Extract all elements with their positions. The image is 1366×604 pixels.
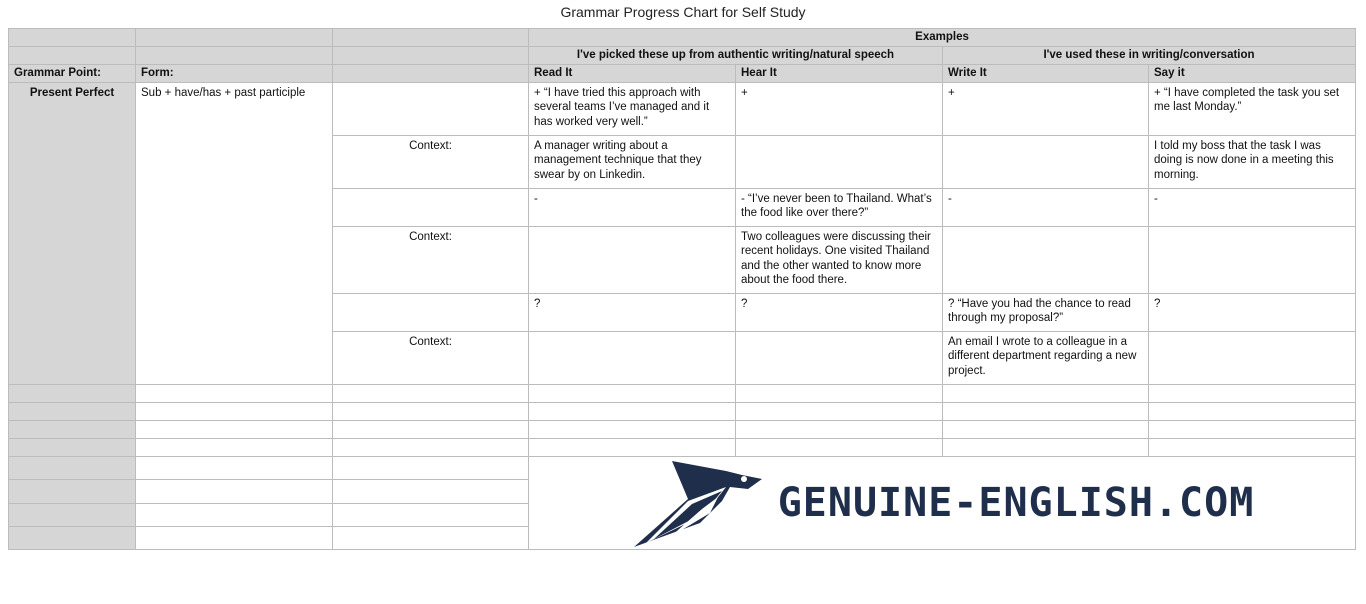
empty-cell[interactable] xyxy=(136,480,333,503)
hear-it-cell[interactable]: Two colleagues were discussing their recent holidays. One visited Thailand and the other wanted to know more about the food there. xyxy=(736,227,943,294)
say-it-cell[interactable] xyxy=(1149,227,1356,294)
spreadsheet xyxy=(8,28,1356,550)
empty-cell[interactable] xyxy=(1149,421,1356,439)
empty-cell[interactable] xyxy=(943,439,1149,457)
empty-row xyxy=(9,403,1356,421)
write-it-cell[interactable]: An email I wrote to a colleague in a different department regarding a new project. xyxy=(943,332,1149,385)
header-examples[interactable]: Examples xyxy=(529,29,1356,47)
hear-it-cell[interactable] xyxy=(736,136,943,189)
grammar-table xyxy=(8,28,1356,550)
header-used[interactable]: I've used these in writing/conversation xyxy=(943,47,1356,65)
context-label-cell[interactable]: Context: xyxy=(333,332,529,385)
form-cell[interactable]: Sub + have/has + past participle xyxy=(136,83,333,385)
paper-plane-bird-icon xyxy=(630,457,764,549)
read-it-cell[interactable]: + “I have tried this approach with several teams I’ve managed and it has worked very well.” xyxy=(529,83,736,136)
say-it-cell[interactable]: + “I have completed the task you set me last Monday.” xyxy=(1149,83,1356,136)
write-it-cell[interactable] xyxy=(943,136,1149,189)
read-it-cell[interactable] xyxy=(529,332,736,385)
header-row-groups xyxy=(9,47,1356,65)
empty-cell[interactable] xyxy=(333,385,529,403)
empty-cell[interactable] xyxy=(136,421,333,439)
empty-cell[interactable] xyxy=(736,403,943,421)
logo-area xyxy=(529,457,1356,550)
table-row xyxy=(9,83,1356,136)
empty-cell[interactable] xyxy=(9,503,136,526)
empty-cell[interactable] xyxy=(943,421,1149,439)
empty-cell[interactable] xyxy=(136,526,333,549)
empty-cell[interactable] xyxy=(333,503,529,526)
empty-cell[interactable] xyxy=(529,403,736,421)
col-header-read-it[interactable]: Read It xyxy=(529,65,736,83)
empty-cell[interactable] xyxy=(136,503,333,526)
col-header-hear-it[interactable]: Hear It xyxy=(736,65,943,83)
header-row-examples xyxy=(9,29,1356,47)
empty-cell[interactable] xyxy=(9,457,136,480)
empty-cell[interactable] xyxy=(529,385,736,403)
write-it-cell[interactable]: + xyxy=(943,83,1149,136)
empty-row xyxy=(9,439,1356,457)
write-it-cell[interactable]: ? “Have you had the chance to read through my proposal?” xyxy=(943,294,1149,332)
empty-cell[interactable] xyxy=(136,439,333,457)
say-it-cell[interactable] xyxy=(1149,332,1356,385)
empty-cell[interactable] xyxy=(136,403,333,421)
empty-cell[interactable] xyxy=(736,439,943,457)
brand-logo-text: GENUINE-ENGLISH.COM xyxy=(777,479,1255,526)
context-label-cell[interactable] xyxy=(333,189,529,227)
hear-it-cell[interactable] xyxy=(736,332,943,385)
context-label-cell[interactable]: Context: xyxy=(333,227,529,294)
empty-cell[interactable] xyxy=(529,439,736,457)
empty-cell[interactable] xyxy=(9,385,136,403)
empty-cell[interactable] xyxy=(9,439,136,457)
hear-it-cell[interactable]: - “I’ve never been to Thailand. What’s the food like over there?” xyxy=(736,189,943,227)
say-it-cell[interactable]: ? xyxy=(1149,294,1356,332)
context-label-cell[interactable]: Context: xyxy=(333,136,529,189)
col-header-write-it[interactable]: Write It xyxy=(943,65,1149,83)
read-it-cell[interactable]: A manager writing about a management technique that they swear by on Linkedin. xyxy=(529,136,736,189)
header-cell[interactable] xyxy=(9,29,136,47)
empty-cell[interactable] xyxy=(736,421,943,439)
grammar-point-cell[interactable]: Present Perfect xyxy=(9,83,136,385)
brand-logo xyxy=(534,457,1350,549)
empty-cell[interactable] xyxy=(136,385,333,403)
empty-cell[interactable] xyxy=(1149,385,1356,403)
hear-it-cell[interactable]: + xyxy=(736,83,943,136)
col-header-form[interactable]: Form: xyxy=(136,65,333,83)
empty-cell[interactable] xyxy=(1149,403,1356,421)
empty-cell[interactable] xyxy=(9,526,136,549)
header-cell[interactable] xyxy=(136,29,333,47)
empty-cell[interactable] xyxy=(136,457,333,480)
say-it-cell[interactable]: I told my boss that the task I was doing is now done in a meeting this morning. xyxy=(1149,136,1356,189)
say-it-cell[interactable]: - xyxy=(1149,189,1356,227)
context-label-cell[interactable] xyxy=(333,294,529,332)
read-it-cell[interactable]: ? xyxy=(529,294,736,332)
empty-cell[interactable] xyxy=(9,480,136,503)
header-cell[interactable] xyxy=(9,47,136,65)
empty-cell[interactable] xyxy=(529,421,736,439)
col-header-say-it[interactable]: Say it xyxy=(1149,65,1356,83)
empty-cell[interactable] xyxy=(943,403,1149,421)
header-picked[interactable]: I've picked these up from authentic writing/natural speech xyxy=(529,47,943,65)
write-it-cell[interactable]: - xyxy=(943,189,1149,227)
hear-it-cell[interactable]: ? xyxy=(736,294,943,332)
header-row-columns xyxy=(9,65,1356,83)
col-header-grammar-point[interactable]: Grammar Point: xyxy=(9,65,136,83)
empty-row xyxy=(9,385,1356,403)
empty-cell[interactable] xyxy=(333,480,529,503)
col-header-blank[interactable] xyxy=(333,65,529,83)
empty-row xyxy=(9,421,1356,439)
context-label-cell[interactable] xyxy=(333,83,529,136)
empty-cell[interactable] xyxy=(9,403,136,421)
read-it-cell[interactable]: - xyxy=(529,189,736,227)
header-cell[interactable] xyxy=(136,47,333,65)
empty-cell[interactable] xyxy=(736,385,943,403)
empty-cell[interactable] xyxy=(943,385,1149,403)
empty-cell[interactable] xyxy=(333,457,529,480)
write-it-cell[interactable] xyxy=(943,227,1149,294)
empty-cell[interactable] xyxy=(1149,439,1356,457)
empty-row xyxy=(9,457,1356,480)
page-title: Grammar Progress Chart for Self Study xyxy=(560,4,806,20)
empty-cell[interactable] xyxy=(333,403,529,421)
read-it-cell[interactable] xyxy=(529,227,736,294)
header-cell[interactable] xyxy=(333,47,529,65)
header-cell[interactable] xyxy=(333,29,529,47)
empty-cell[interactable] xyxy=(333,526,529,549)
empty-cell[interactable] xyxy=(333,439,529,457)
empty-cell[interactable] xyxy=(9,421,136,439)
empty-cell[interactable] xyxy=(333,421,529,439)
